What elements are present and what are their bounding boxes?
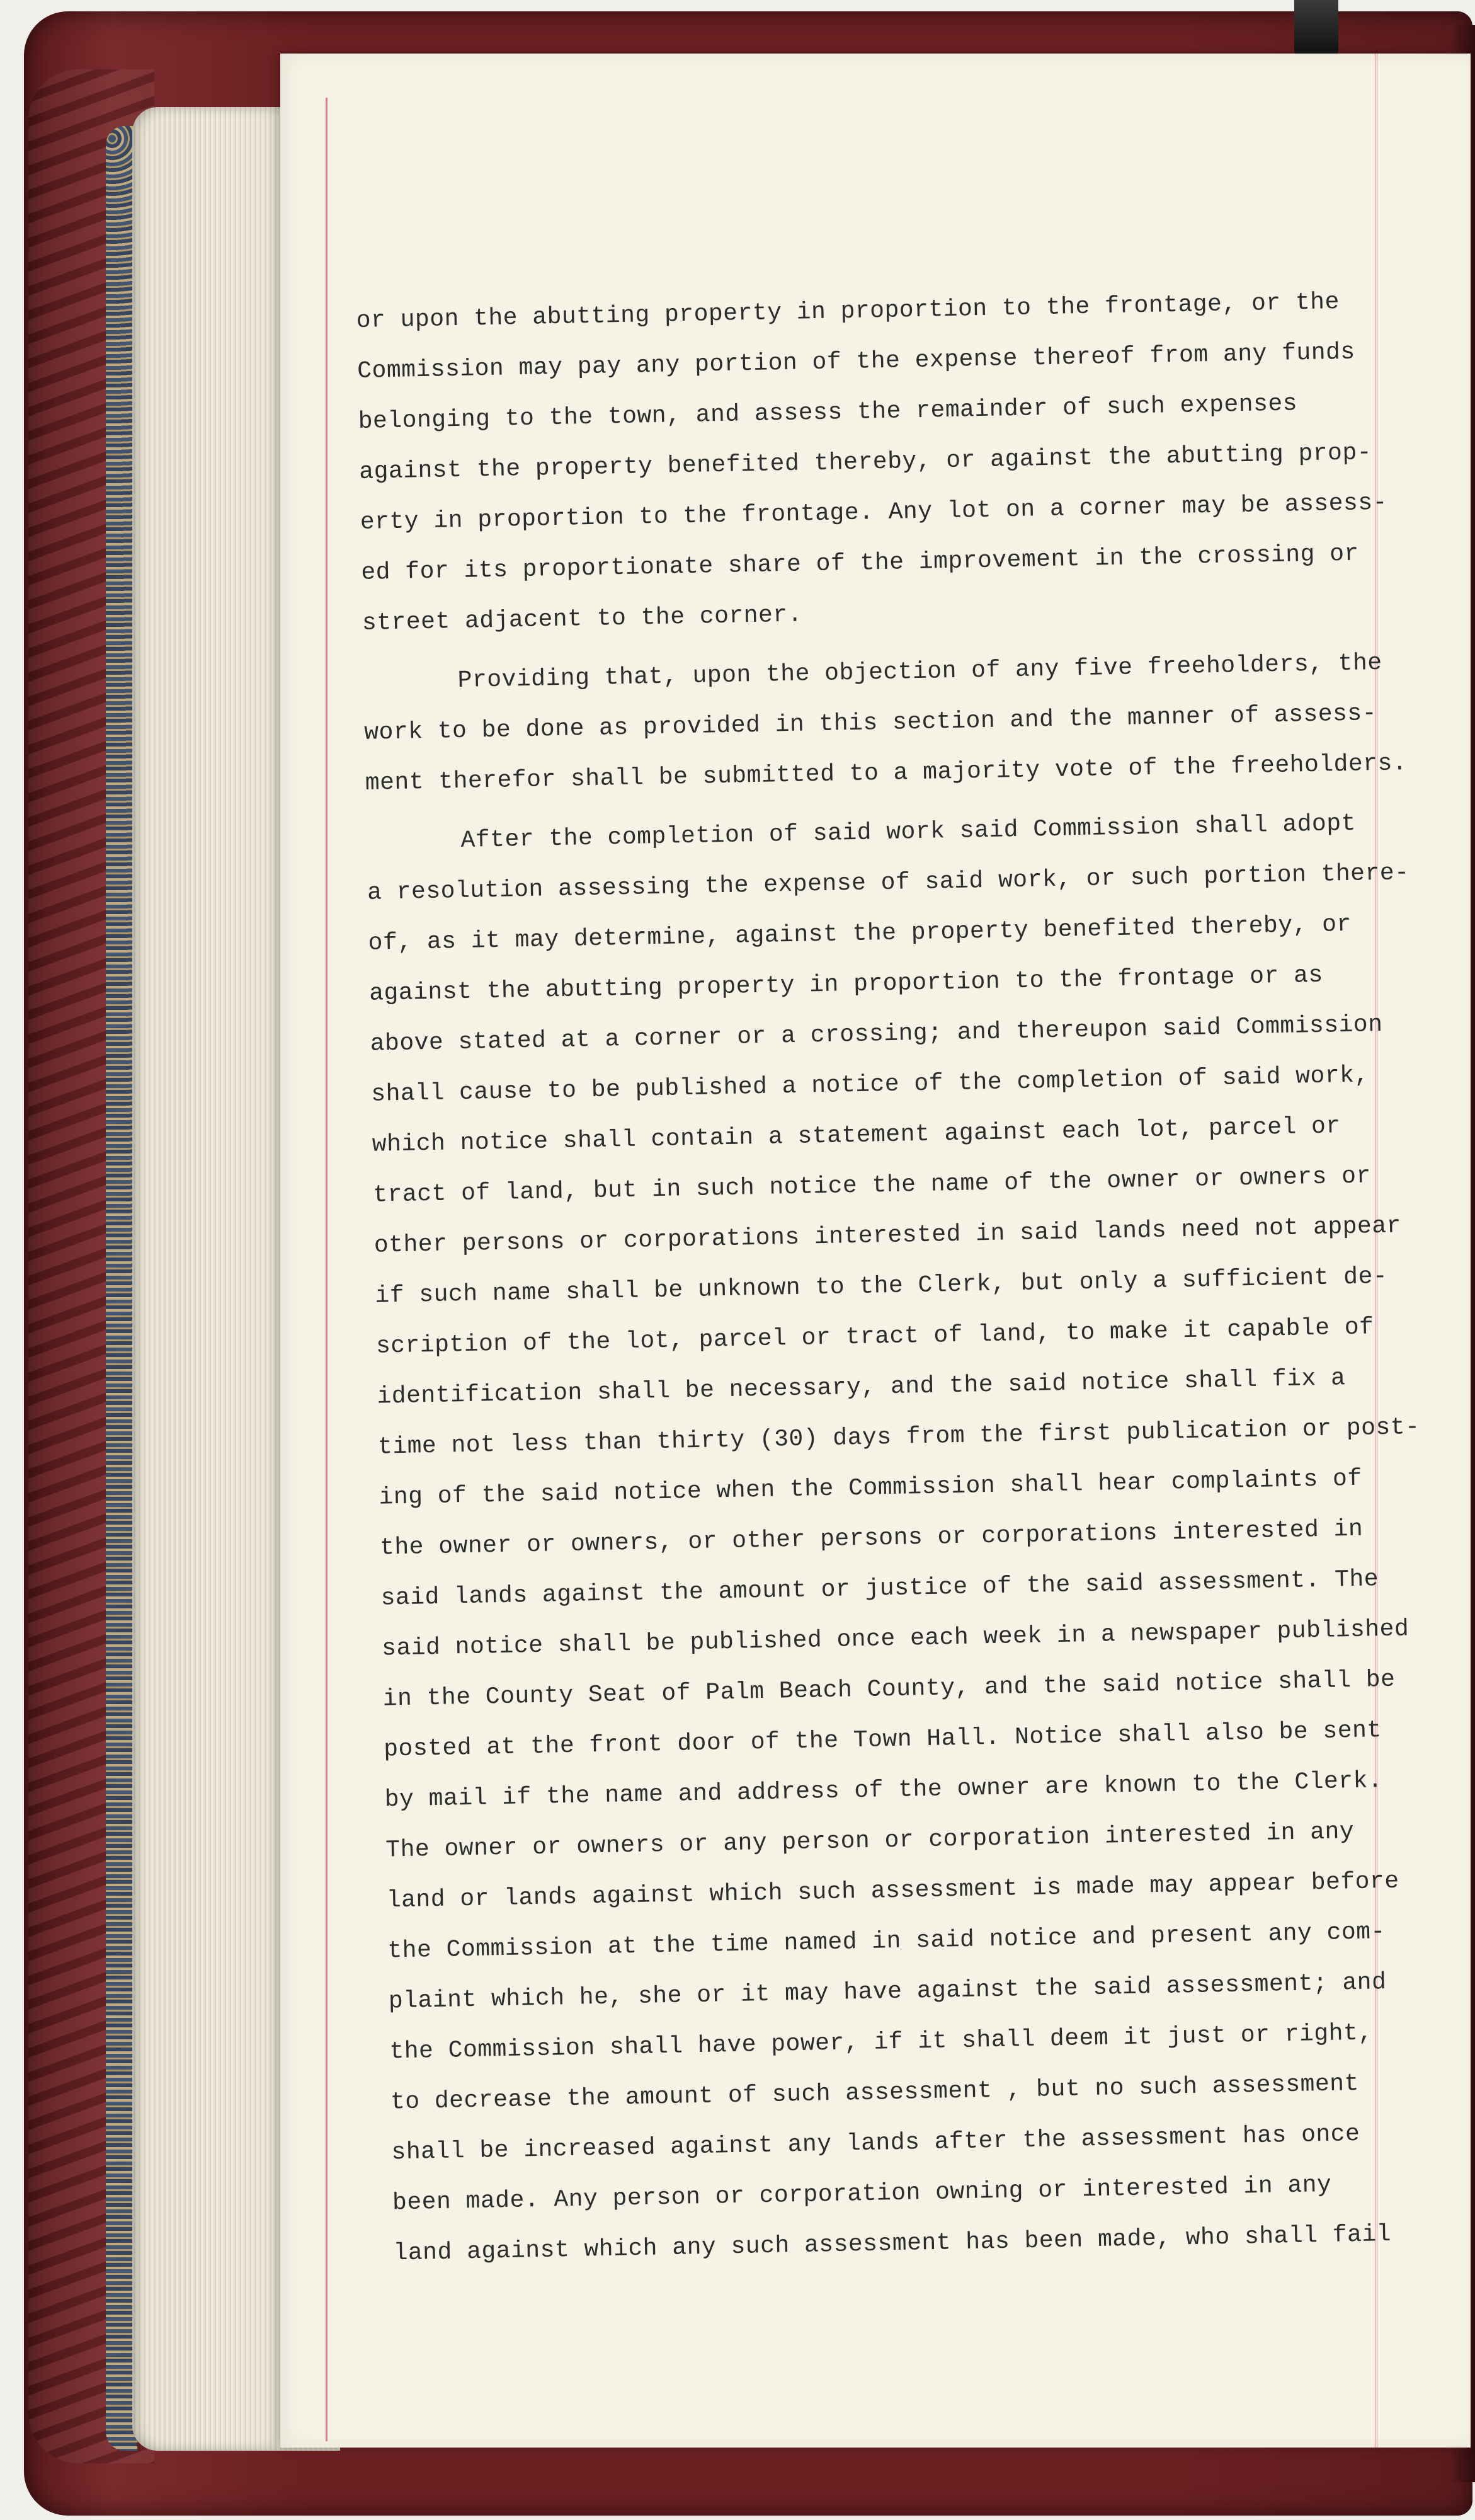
text-line: plaint which he, she or it may have against the said assessment; and (388, 1969, 1387, 2015)
text-line: tract of land, but in such notice the name of the owner or owners or (372, 1162, 1372, 1209)
text-line: the Commission shall have power, if it shall deem it just or right, (389, 2019, 1373, 2066)
text-line: Commission may pay any portion of the expense thereof from any funds (356, 338, 1356, 385)
text-line: ing of the said notice when the Commission shall hear complaints of (379, 1465, 1363, 1511)
paragraph (356, 277, 1395, 649)
text-line: other persons or corporations interested in said lands need not appear (373, 1212, 1402, 1259)
text-line: of, as it may determine, against the property benefited thereby, or (368, 910, 1352, 957)
text-line: by mail if the name and address of the owner are known to the Clerk. (384, 1767, 1383, 1814)
text-line: which notice shall contain a statement against each lot, parcel or (372, 1113, 1341, 1159)
text-line: work to be done as provided in this section and the manner of assess- (363, 700, 1377, 747)
text-line: land against which any such assessment has been made, who shall fail (393, 2221, 1392, 2267)
text-line: said lands against the amount or justice of the said assessment. The (380, 1566, 1379, 1612)
text-line: identification shall be necessary, and the said notice shall fix a (377, 1365, 1346, 1411)
text-line: the owner or owners, or other persons or corporations interested in (379, 1515, 1364, 1562)
text-line: street adjacent to the corner. (362, 601, 803, 637)
text-line: posted at the front door of the Town Hall. Notice shall also be sent (383, 1717, 1382, 1763)
text-line: erty in proportion to the frontage. Any lot on a corner may be assess- (360, 489, 1388, 536)
text-line: to decrease the amount of such assessment , but no such assessment (390, 2070, 1360, 2116)
text-line: a resolution assessing the expense of said work, or such portion there- (367, 859, 1410, 907)
text-line: After the completion of said work said Commission shall adopt (460, 810, 1357, 854)
text-line: shall be increased against any lands after the assessment has once (391, 2120, 1360, 2167)
text-line: The owner or owners or any person or corporation interested in any (385, 1818, 1355, 1864)
text-line: above stated at a corner or a crossing; and thereupon said Commission (370, 1011, 1383, 1058)
text-line: Providing that, upon the objection of any five freeholders, the (457, 649, 1383, 695)
text-line: if such name shall be unknown to the Clerk, but only a sufficient de- (375, 1263, 1388, 1310)
text-line: or upon the abutting property in proportion to the frontage, or the (356, 289, 1340, 335)
text-line: ed for its proportionate share of the improvement in the crossing or (361, 540, 1360, 587)
text-line: time not less than thirty (30) days from the first publication or post- (377, 1413, 1420, 1461)
paragraph (366, 798, 1427, 2279)
text-line: land or lands against which such assessment is made may appear before (386, 1867, 1399, 1915)
text-line: against the property benefited thereby, or against the abutting prop- (358, 439, 1372, 486)
book-clip (1294, 0, 1338, 57)
text-line: been made. Any person or corporation owning or interested in any (392, 2171, 1332, 2217)
text-line: in the County Seat of Palm Beach County, and the said notice shall be (382, 1666, 1396, 1713)
text-line: the Commission at the time named in said notice and present any com- (387, 1918, 1386, 1965)
text-line: said notice shall be published once each week in a newspaper published (381, 1615, 1410, 1663)
left-margin-rule (326, 98, 327, 2441)
text-line: scription of the lot, parcel or tract of land, to make it capable of (375, 1314, 1374, 1360)
text-line: ment therefor shall be submitted to a majority vote of the freeholders. (365, 750, 1408, 797)
text-line: against the abutting property in proportion to the frontage or as (368, 961, 1324, 1007)
paragraph (363, 638, 1408, 808)
text-line: belonging to the town, and assess the remainder of such expenses (358, 390, 1298, 435)
typed-text-body (356, 277, 1427, 2288)
text-line: shall cause to be published a notice of the completion of said work, (370, 1062, 1370, 1108)
